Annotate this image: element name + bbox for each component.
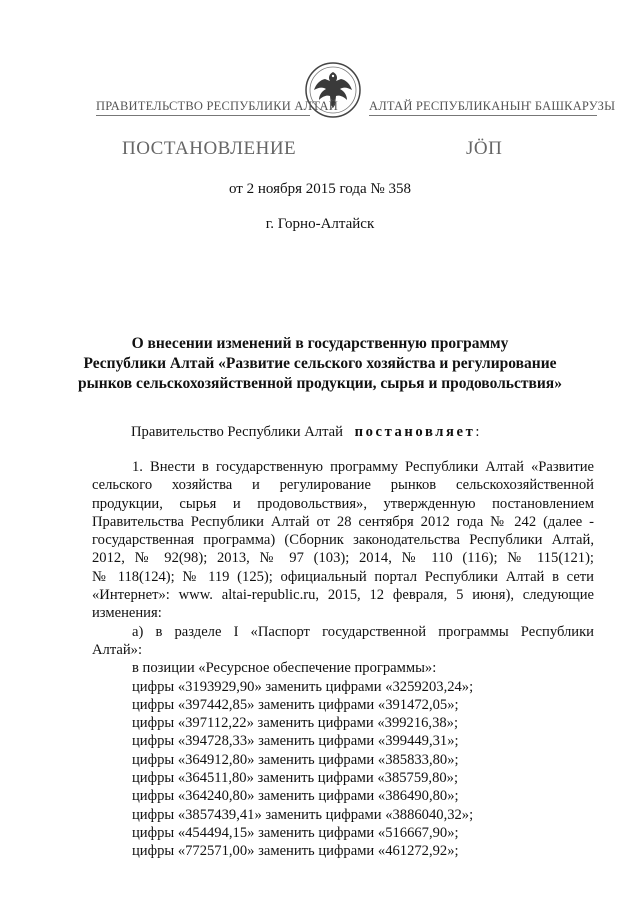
government-name-alt: АЛТАЙ РЕСПУБЛИКАНЫҤ БАШКАРУЗЫ: [369, 99, 616, 113]
subitem-a-line: а) в разделе I «Паспорт государственной программы Республики: [132, 623, 594, 640]
header-underline-left: [96, 115, 310, 116]
date-number: от 2 ноября 2015 года № 358: [229, 181, 411, 197]
paragraph-line: изменения:: [92, 605, 162, 622]
resolution-title: [0, 334, 640, 394]
replacement-line: цифры «772571,00» заменить цифрами «461272,92»;: [132, 843, 459, 860]
city: г. Горно-Алтайск: [265, 216, 375, 232]
title-line: О внесении изменений в государственную программу: [131, 335, 509, 352]
intro-subject: Правительство Республики Алтай: [131, 424, 343, 440]
replacement-line: цифры «364511,80» заменить цифрами «385759,80»;: [132, 770, 459, 787]
paragraph-line: № 118(124); № 119 (125); официальный портал Республики Алтай в сети: [92, 568, 594, 585]
paragraph-line: Правительства Республики Алтай от 28 сентября 2012 года № 242 (далее -: [92, 513, 594, 530]
replacement-line: цифры «397112,22» заменить цифрами «399216,38»;: [132, 715, 459, 732]
position-line: в позиции «Ресурсное обеспечение программы»:: [132, 660, 437, 677]
paragraph-line: 2012, № 92(98); 2013, № 97 (103); 2014, № 110 (116); № 115(121);: [92, 550, 594, 567]
government-name-ru: ПРАВИТЕЛЬСТВО РЕСПУБЛИКИ АЛТАЙ: [96, 99, 338, 113]
paragraph-line: сельского хозяйства и регулирование рынков сельскохозяйственной: [92, 477, 594, 494]
paragraph-line: «Интернет»: www. altai-republic.ru, 2015, 12 февраля, 5 июня), следующие: [92, 587, 594, 604]
replacement-line: цифры «3857439,41» заменить цифрами «3886040,32»;: [132, 806, 474, 823]
paragraph-1: [92, 458, 594, 861]
resolution-intro: [131, 423, 479, 441]
paragraph-line: государственная программа) (Сборник законодательства Республики Алтай,: [92, 532, 594, 549]
paragraph-line: продукции, сырья и продовольствия», утвержденную постановлением: [92, 495, 594, 512]
intro-verb: постановляет: [354, 424, 476, 440]
title-line: рынков сельскохозяйственной продукции, сырья и продовольствия»: [78, 375, 562, 392]
header-underline-right: [369, 115, 597, 116]
paragraph-line: 1. Внести в государственную программу Республики Алтай «Развитие: [132, 459, 594, 475]
replacement-line: цифры «364912,80» заменить цифрами «385833,80»;: [132, 751, 459, 768]
doc-type-ru: ПОСТАНОВЛЕНИЕ: [122, 138, 297, 159]
replacement-line: цифры «394728,33» заменить цифрами «399449,31»;: [132, 733, 459, 750]
title-line: Республики Алтай «Развитие сельского хозяйства и регулирование: [83, 355, 557, 372]
replacement-line: цифры «454494,15» заменить цифрами «516667,90»;: [132, 824, 459, 841]
replacement-line: цифры «364240,80» заменить цифрами «386490,80»;: [132, 788, 459, 805]
replacement-line: цифры «3193929,90» заменить цифрами «3259203,24»;: [132, 678, 474, 695]
subitem-a-line: Алтай»:: [92, 641, 143, 658]
replacement-line: цифры «397442,85» заменить цифрами «391472,05»;: [132, 696, 459, 713]
doc-type-alt: ЈӦП: [466, 138, 503, 159]
intro-colon: :: [475, 424, 480, 440]
